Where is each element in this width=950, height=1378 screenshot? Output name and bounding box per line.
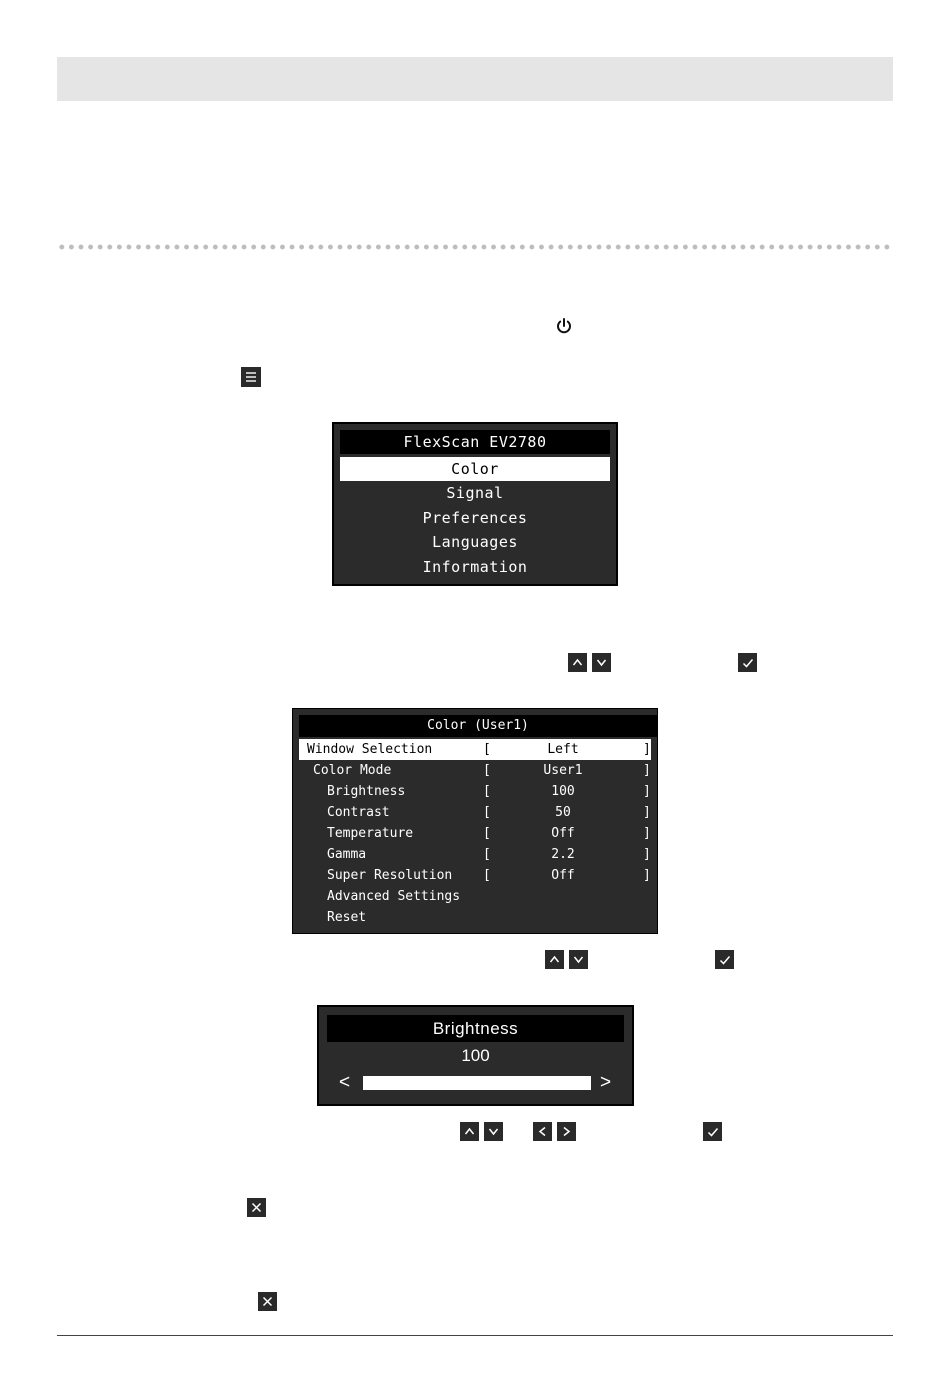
row-label: Temperature	[327, 826, 414, 841]
row-value: Off	[551, 868, 575, 883]
close-icon	[258, 1292, 277, 1311]
bracket-close: ]	[643, 784, 651, 799]
row-value: 2.2	[551, 847, 575, 862]
row-label: Advanced Settings	[327, 889, 461, 904]
checkmark-icon	[715, 950, 734, 969]
color-row-color-mode[interactable]	[299, 760, 651, 781]
slider-increase-arrow[interactable]: >	[600, 1072, 612, 1093]
color-row-brightness[interactable]	[299, 781, 651, 802]
bracket-close: ]	[643, 763, 651, 778]
brightness-slider-fill	[363, 1076, 591, 1090]
bracket-open: [	[483, 742, 491, 757]
power-icon	[554, 316, 574, 336]
right-arrow-icon	[557, 1122, 576, 1141]
row-label: Super Resolution	[327, 868, 453, 883]
row-label: Brightness	[327, 784, 406, 799]
down-arrow-icon	[484, 1122, 503, 1141]
bracket-close: ]	[643, 742, 651, 757]
bracket-close: ]	[643, 826, 651, 841]
up-arrow-icon	[545, 950, 564, 969]
row-value: Off	[551, 826, 575, 841]
brightness-title: Brightness	[327, 1015, 624, 1042]
bracket-open: [	[483, 847, 491, 862]
checkmark-icon	[738, 653, 757, 672]
brightness-value: 100	[461, 1046, 490, 1065]
header-band	[57, 57, 893, 101]
dotted-divider	[57, 244, 893, 250]
color-row-temperature[interactable]	[299, 823, 651, 844]
row-value: 100	[551, 784, 575, 799]
menu-item-color[interactable]: Color	[340, 457, 610, 481]
bracket-close: ]	[643, 868, 651, 883]
menu-item-information[interactable]: Information	[422, 558, 528, 576]
main-menu-osd	[332, 422, 618, 586]
bracket-open: [	[483, 784, 491, 799]
row-label: Window Selection	[307, 742, 433, 757]
row-label: Reset	[327, 910, 367, 925]
footer-rule	[57, 1335, 893, 1336]
row-label: Gamma	[327, 847, 367, 862]
color-menu-title: Color (User1)	[299, 715, 657, 737]
brightness-osd	[317, 1005, 634, 1106]
up-arrow-icon	[568, 653, 587, 672]
row-value: 50	[555, 805, 571, 820]
bracket-close: ]	[643, 847, 651, 862]
bracket-open: [	[483, 868, 491, 883]
menu-item-preferences[interactable]: Preferences	[422, 509, 528, 527]
color-menu-osd	[292, 708, 658, 934]
close-icon	[247, 1198, 266, 1217]
down-arrow-icon	[569, 950, 588, 969]
color-row-advanced-settings[interactable]	[299, 886, 651, 907]
bracket-open: [	[483, 826, 491, 841]
menu-icon	[241, 367, 261, 387]
bracket-open: [	[483, 805, 491, 820]
row-label: Color Mode	[313, 763, 392, 778]
bracket-open: [	[483, 763, 491, 778]
row-value: User1	[543, 763, 583, 778]
slider-decrease-arrow[interactable]: <	[339, 1072, 351, 1093]
color-row-super-resolution[interactable]	[299, 865, 651, 886]
row-value: Left	[547, 742, 579, 757]
main-menu-title: FlexScan EV2780	[340, 430, 610, 454]
menu-item-signal[interactable]: Signal	[446, 484, 504, 502]
down-arrow-icon	[592, 653, 611, 672]
checkmark-icon	[703, 1122, 722, 1141]
up-arrow-icon	[460, 1122, 479, 1141]
color-row-window-selection[interactable]	[299, 739, 651, 760]
left-arrow-icon	[533, 1122, 552, 1141]
menu-item-languages[interactable]: Languages	[432, 533, 518, 551]
brightness-slider-track[interactable]	[363, 1076, 591, 1090]
color-row-reset[interactable]	[299, 907, 651, 928]
row-label: Contrast	[327, 805, 390, 820]
color-row-gamma[interactable]	[299, 844, 651, 865]
bracket-close: ]	[643, 805, 651, 820]
color-row-contrast[interactable]	[299, 802, 651, 823]
